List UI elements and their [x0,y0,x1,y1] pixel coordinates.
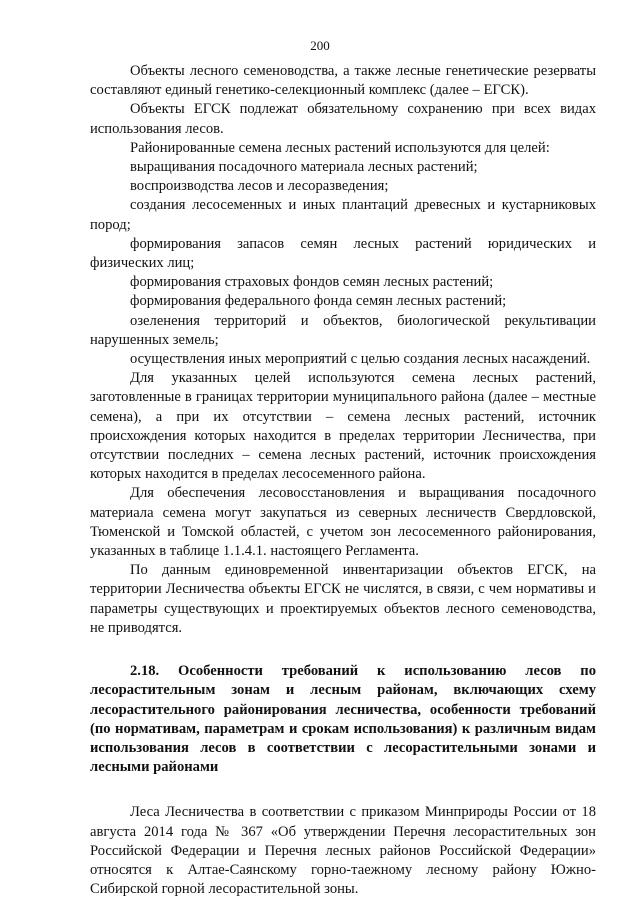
paragraph: Объекты лесного семеноводства, а также лесные генетические резерваты составляют единый генетико-селекционный комплекс (далее – ЕГСК). [90,63,596,99]
paragraph: По данным единовременной инвентаризации объектов ЕГСК, на территории Лесничества объекты ЕГСК не числятся, в связи, с чем нормативы и параметры существующих и проектируемых объектов лесного семеноводства, не приводятся. [90,562,596,636]
list-item: формирования страховых фондов семян лесных растений; [130,274,494,291]
list-item: формирования федерального фонда семян лесных растений; [130,293,507,310]
paragraph: Объекты ЕГСК подлежат обязательному сохранению при всех видах использования лесов. [90,101,596,137]
paragraph: Районированные семена лесных растений используются для целей: [130,139,550,156]
list-item: формирования запасов семян лесных растений юридических и физических лиц; [90,235,596,272]
list-item: выращивания посадочного материала лесных растений; [130,159,478,176]
list-item: озеленения территорий и объектов, биологической рекультивации нарушенных земель; [90,312,596,348]
paragraph: Для обеспечения лесовосстановления и выращивания посадочного материала семена могут закупаться из северных лесничеств Свердловской, Тюменской и Томской областей, с учетом зон лесосеменного районирования, указанных в таблице 1.1.4.1. настоящего Регламента. [90,485,596,560]
section-heading: 2.18. Особенности требований к использованию лесов по лесорастительным зонам и лесным районам, включающих схему лесорастительного районирования лесничества, особенности требований (по нормативам, параметрам и срокам использования) к различным видам использования лесов в соответствии с лесорастительными зонами и лесными районами [90,663,596,776]
page-number: 200 [310,38,330,53]
paragraph: Для указанных целей используются семена лесных растений, заготовленные в границах территории муниципального района (далее – местные семена), а при их отсутствии – семена лесных растений, источник происхождения которых находится в пределах территории Лесничества, при отсутствии последних – семена лесных растений, источник происхождения которых находится в пределах лесосеменного района. [90,370,596,483]
document-body [90,62,596,899]
paragraph: Леса Лесничества в соответствии с приказом Минприроды России от 18 августа 2014 года № 367 «Об утверждении Перечня лесорастительных зон Российской Федерации и Перечня лесных районов Российской Федерации» относятся к Алтае-Саянскому горно-таежному лесному району Южно-Сибирской горной лесорастительной зоны. [90,804,596,898]
list-item: осуществления иных мероприятий с целью создания лесных насаждений. [130,351,591,368]
list-item: создания лесосеменных и иных плантаций древесных и кустарниковых пород; [90,197,596,233]
list-item: воспроизводства лесов и лесоразведения; [130,178,389,195]
